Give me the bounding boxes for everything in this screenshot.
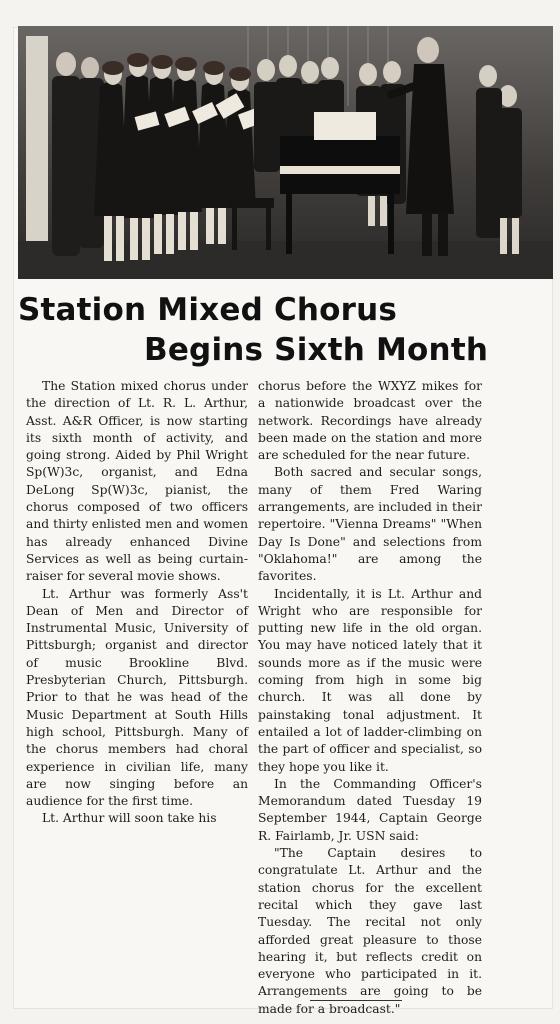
chorus-photo — [18, 26, 553, 279]
paragraph: The Station mixed chorus under the direction of Lt. R. L. Arthur, Asst. A&R Officer, is now starting its sixth month of activity, and going strong. Aided by Phil Wright Sp(W)3c, organist, and Edna DeLong Sp(W)3c, pianist, the chorus composed of two officers and thirty enlisted men and women has already enhanced Divine Services as well as being curtain-raiser for several movie shows. — [26, 379, 248, 584]
article-column-left — [26, 378, 248, 828]
paragraph: In the Commanding Officer's Memorandum dated Tuesday 19 September 1944, Captain George R. Fairlamb, Jr. USN said: — [258, 776, 482, 843]
paragraph: Both sacred and secular songs, many of them Fred Waring arrangements, are included in their repertoire. "Vienna Dreams" "When Day Is Done" and selections from "Oklahoma!" are among the favorites. — [258, 465, 482, 584]
headline-line-2: Begins Sixth Month — [144, 332, 489, 368]
end-rule — [310, 1000, 402, 1001]
paragraph: Lt. Arthur will soon take his — [42, 811, 217, 826]
paragraph: Lt. Arthur was formerly Ass't Dean of Men and Director of Instrumental Music, University of Pittsburgh; organist and director of music Brookline Blvd. Presbyterian Church, Pittsburgh. Prior to that he was head of the Music Department at South Hills high school, Pittsburgh. Many of the chorus members had choral experience in civilian life, many are now singing before an audience for the first time. — [26, 586, 248, 809]
paragraph: chorus before the WXYZ mikes for a nationwide broadcast over the network. Recordings have already been made on the station and more are scheduled for the near future. — [258, 379, 482, 463]
headline-line-1: Station Mixed Chorus — [18, 292, 398, 328]
quote-paragraph: "The Captain desires to congratulate Lt. Arthur and the station chorus for the excellent recital which they gave last Tuesday. The recital not only afforded great pleasure to those hearing it, but reflects credit on everyone who participated in it. Arrangements are going to be made for a broadcast." — [258, 846, 482, 1016]
article-column-right — [258, 378, 482, 1018]
paragraph: Incidentally, it is Lt. Arthur and Wright who are responsible for putting new life in the old organ. You may have noticed lately that it sounds more as if the music were coming from high in some big church. It was all done by painstaking tonal adjustment. It entailed a lot of ladder-climbing on the part of officer and specialist, so they hope you like it. — [258, 586, 482, 774]
